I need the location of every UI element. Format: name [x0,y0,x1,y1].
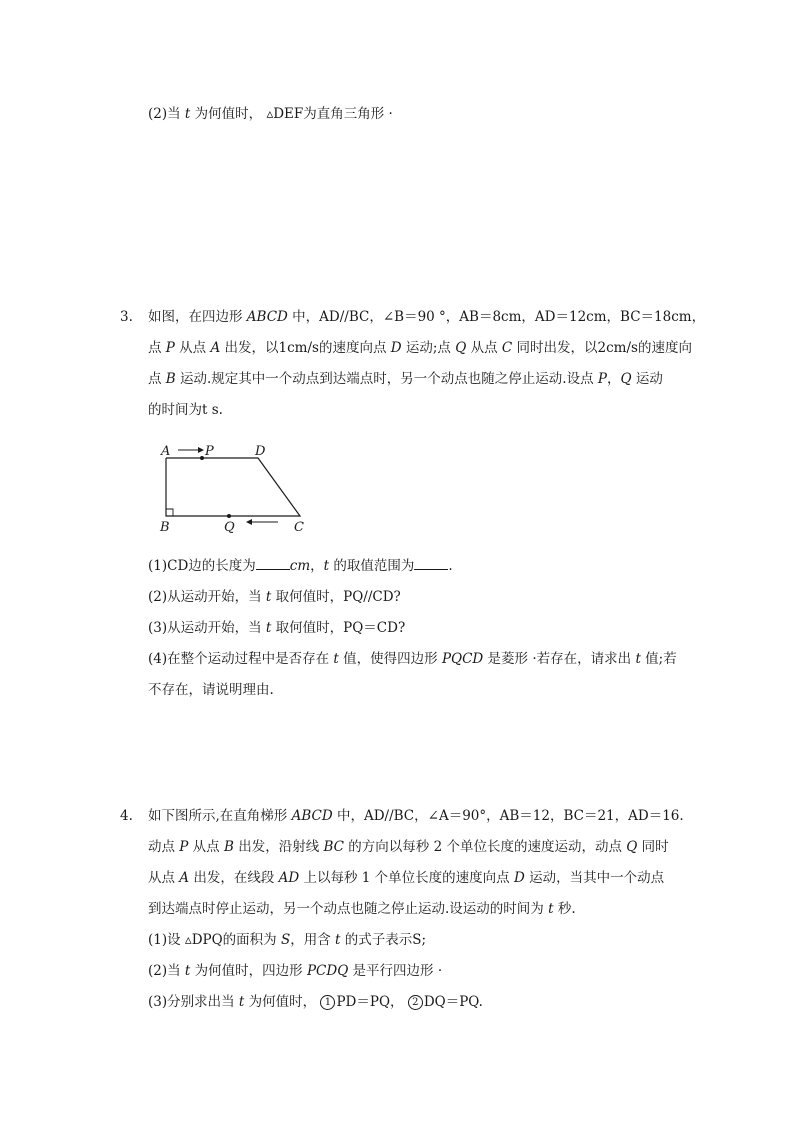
q4-line-1 [148,806,684,826]
text: (3)分别求出当 [148,994,239,1010]
text: 为何值时， [244,994,321,1010]
text: 点 [148,340,166,356]
answer-blank[interactable] [256,557,290,570]
q4-subquestion-2 [148,961,442,981]
var-t: t [238,994,245,1010]
question-number-3: 3. [120,309,133,325]
label-d: D [255,444,266,459]
q3-line-1 [148,307,705,327]
point-q-dot [227,514,231,518]
text: 如下图所示,在直角梯形 [148,808,292,824]
text: 同时出发，以2cm/s的速度向 [512,340,692,356]
var: AD [278,870,300,886]
var-t: t [333,651,339,667]
text: 中，AD//BC，∠B＝90 °，AB＝8cm，AD＝12cm，BC＝18cm， [287,309,706,325]
text: 值，使得四边形 [338,651,442,667]
text: 取何值时，PQ//CD? [271,589,401,605]
text: 同时 [637,839,669,855]
var: S [280,932,291,948]
var: D [390,340,402,356]
var: Q [620,371,632,387]
text: 为何值时， ▵DEF为直角三角形 · [190,106,393,122]
var-t: t [635,651,641,667]
q3-subquestion-4 [148,649,677,669]
q4-line-2 [148,837,669,857]
text: 从点 [188,839,224,855]
text: 从点 [148,870,180,886]
text: ， [310,558,324,574]
label-p: P [205,444,214,459]
var: C [501,340,513,356]
arrow-head-left [246,519,252,525]
var-t: t [335,932,341,948]
text: 动点 [148,839,180,855]
text: 运动，当其中一个动点 [524,870,665,886]
var: PQCD [441,651,484,667]
q3-subquestion-2 [148,587,401,607]
question-number-4: 4. [120,808,133,824]
text: 从点 [174,340,211,356]
q3-subquestion-1 [148,556,453,576]
circled-number-1: 1 [320,995,335,1010]
text: ，用含 [290,932,336,948]
var: B [165,371,176,387]
text: 如图，在四边形 [148,309,247,325]
text: PD＝PQ， [336,994,408,1010]
var: A [179,870,190,886]
text: 上以每秒 1 个单位长度的速度向点 [299,870,514,886]
var: ABCD [291,808,333,824]
text: 运动 [631,371,663,387]
q4-subquestion-3 [148,992,483,1012]
text: (4)在整个运动过程中是否存在 [148,651,334,667]
text: 运动.规定其中一个动点到达端点时，另一个动点也随之停止运动.设点 [175,371,598,387]
text: 的方向以每秒 2 个单位长度的速度运动，动点 [344,839,627,855]
text: 的式子表示S; [340,932,427,948]
var: P [597,371,607,387]
text: (3)从运动开始，当 [148,620,266,636]
text: 是平行四边形 · [348,963,443,979]
var: BC [323,839,345,855]
q3-subquestion-3 [148,618,405,638]
answer-blank[interactable] [414,557,448,570]
text: (2)当 [148,963,185,979]
var: P [179,839,189,855]
q2-subquestion-2 [148,104,393,124]
text: 中，AD//BC，∠A＝90°，AB＝12，BC＝21，AD＝16. [332,808,684,824]
var: ABCD [246,309,288,325]
text: 取何值时，PQ＝CD? [271,620,406,636]
text: 运动;点 [401,340,456,356]
q4-subquestion-1 [148,930,426,950]
q3-line-4: 的时间为t s. [148,402,223,418]
var: B [223,839,234,855]
var-t: t [184,106,191,122]
trapezoid-outline [166,458,300,516]
var-t: t [184,963,191,979]
label-b: B [160,520,170,535]
var: A [210,340,221,356]
text: (1)设 ▵DPQ的面积为 [148,932,281,948]
text: 到达端点时停止运动，另一个动点也随之停止运动.设运动的时间为 [148,901,549,917]
var: Q [626,839,638,855]
label-c: C [294,520,304,535]
text: (1)CD边的长度为 [148,558,256,574]
text: . [448,558,453,574]
q4-line-3 [148,868,664,888]
text: (2)从运动开始，当 [148,589,266,605]
var-t: t [323,558,330,574]
text: 出发，以1cm/s的速度向点 [220,340,391,356]
text: 秒. [553,901,576,917]
q3-subquestion-4-cont: 不存在，请说明理由. [148,682,274,698]
text: 为何值时，四边形 [190,963,307,979]
arrow-head-right [198,447,204,453]
label-q: Q [224,520,235,535]
text: 出发，沿射线 [233,839,324,855]
text: 出发，在线段 [189,870,279,886]
q3-line-2 [148,338,692,358]
text: 是菱形 ·若存在，请求出 [483,651,636,667]
unit: cm [289,558,311,574]
var-t: t [548,901,554,917]
text: 值;若 [640,651,677,667]
right-angle-mark [166,509,173,516]
var-t: t [265,589,272,605]
q3-trapezoid-figure [148,436,328,536]
text: 点 [148,371,166,387]
text: 的取值范围为 [329,558,415,574]
text: DQ＝PQ. [423,994,483,1010]
var: D [513,870,525,886]
q4-line-4 [148,899,576,919]
text: ， [606,371,621,387]
q3-line-3 [148,369,663,389]
point-p-dot [200,456,204,460]
var: P [165,340,175,356]
var: Q [455,340,467,356]
label-a: A [161,444,171,459]
var: PCDQ [306,963,349,979]
text: 从点 [466,340,502,356]
circled-number-2: 2 [408,995,423,1010]
var-t: t [265,620,272,636]
text: (2)当 [148,106,185,122]
